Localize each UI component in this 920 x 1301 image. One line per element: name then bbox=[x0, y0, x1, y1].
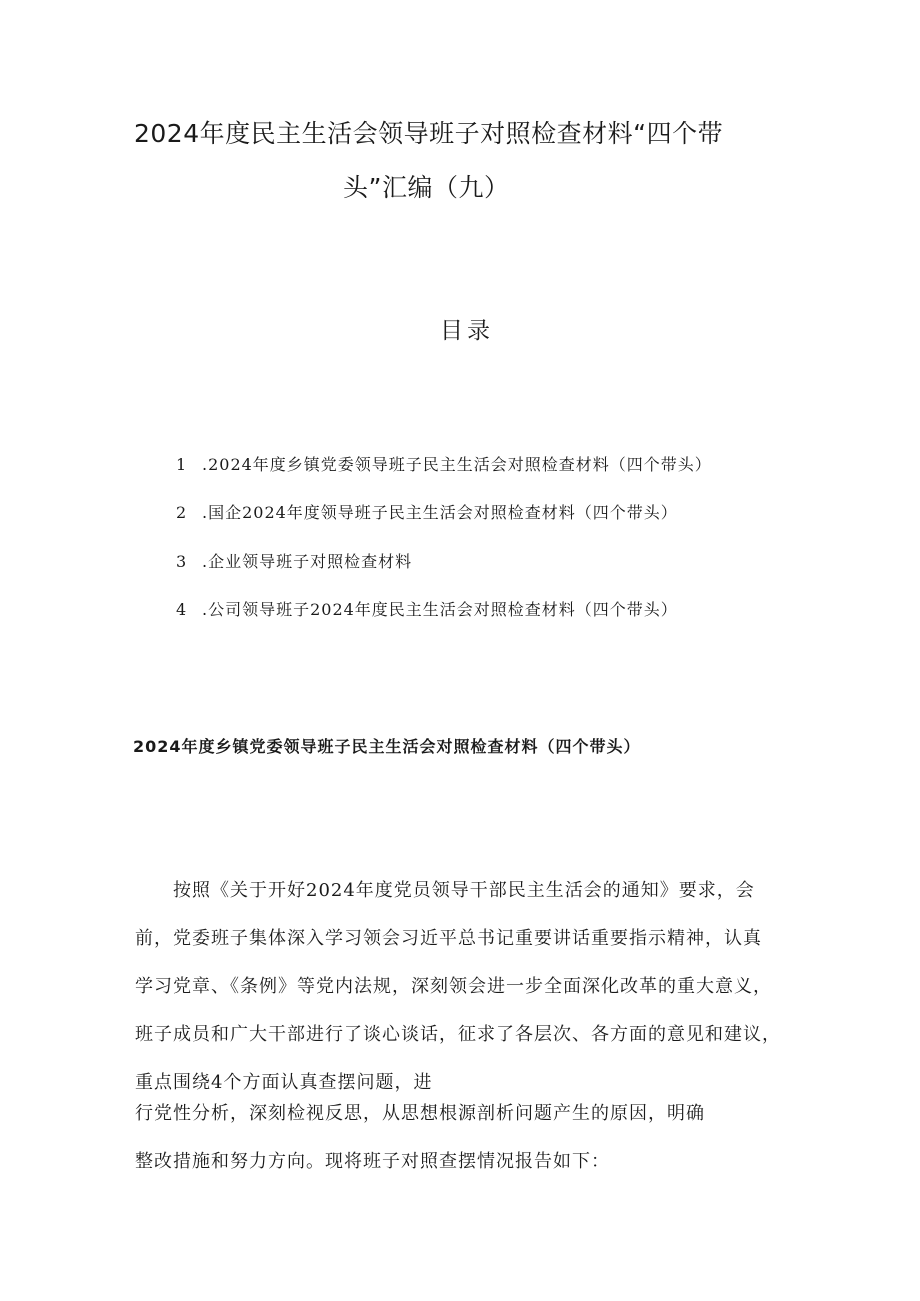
toc-item-text: .公司领导班子2024年度民主生活会对照检查材料（四个带头） bbox=[202, 600, 678, 619]
toc-item bbox=[176, 597, 678, 620]
toc-item bbox=[176, 452, 712, 475]
toc-item-text: .2024年度乡镇党委领导班子民主生活会对照检查材料（四个带头） bbox=[202, 455, 712, 474]
body-text-line: 班子成员和广大干部进行了谈心谈话，征求了各层次、各方面的意见和建议， bbox=[135, 1024, 781, 1045]
body-text-line: 重点围绕4个方面认真查摆问题，进 bbox=[135, 1072, 433, 1093]
document-title-line-1: 2024年度民主生活会领导班子对照检查材料“四个带 bbox=[134, 119, 724, 148]
body-text-line: 按照《关于开好2024年度党员领导干部民主生活会的通知》要求，会 bbox=[135, 880, 755, 901]
body-text-line: 前，党委班子集体深入学习领会习近平总书记重要讲话重要指示精神，认真 bbox=[135, 928, 762, 949]
body-text-line: 整改措施和努力方向。现将班子对照查摆情况报告如下： bbox=[135, 1151, 610, 1172]
toc-item-number: 3 bbox=[176, 552, 188, 571]
section-heading: 2024年度乡镇党委领导班子民主生活会对照检查材料（四个带头） bbox=[133, 737, 641, 756]
toc-item-number: 2 bbox=[176, 503, 188, 522]
toc-heading: 目录 bbox=[440, 318, 494, 344]
body-text-line: 学习党章、《条例》等党内法规，深刻领会进一步全面深化改革的重大意义， bbox=[135, 976, 772, 997]
document-title-line-2: 头”汇编（九） bbox=[343, 173, 510, 202]
toc-item-number: 4 bbox=[176, 600, 188, 619]
toc-item-number: 1 bbox=[176, 455, 188, 474]
toc-item bbox=[176, 549, 412, 572]
toc-item bbox=[176, 500, 678, 523]
body-text-line: 行党性分析，深刻检视反思，从思想根源剖析问题产生的原因，明确 bbox=[135, 1103, 705, 1124]
toc-item-text: .国企2024年度领导班子民主生活会对照检查材料（四个带头） bbox=[202, 503, 678, 522]
toc-item-text: .企业领导班子对照检查材料 bbox=[202, 552, 413, 571]
